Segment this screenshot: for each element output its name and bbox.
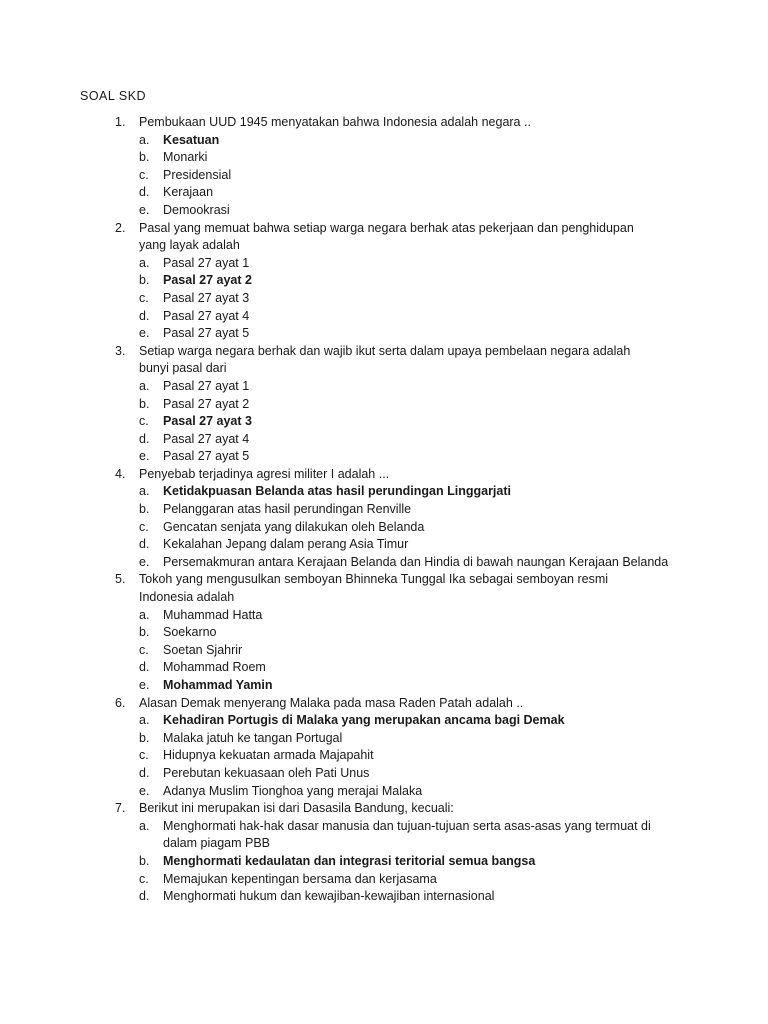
option-text: Menghormati hak-hak dasar manusia dan tujuan-tujuan serta asas-asas yang termuat di dalam piagam PBB xyxy=(163,818,651,851)
question-text: Berikut ini merupakan isi dari Dasasila Bandung, kecuali: xyxy=(139,801,454,816)
question-4 xyxy=(0,466,768,572)
option-text: Pasal 27 ayat 1 xyxy=(163,378,250,393)
answer-option xyxy=(0,624,768,642)
option-letter: b. xyxy=(139,730,150,745)
answer-option xyxy=(0,483,768,501)
option-letter: c. xyxy=(139,519,149,534)
option-text: Gencatan senjata yang dilakukan oleh Belanda xyxy=(163,519,425,534)
answer-option xyxy=(0,149,768,167)
answer-options xyxy=(0,378,768,466)
answer-option xyxy=(0,871,768,889)
answer-option xyxy=(0,378,768,396)
answer-option xyxy=(0,167,768,185)
option-text: Pasal 27 ayat 2 xyxy=(163,273,252,288)
option-text: Pasal 27 ayat 3 xyxy=(163,290,250,305)
option-letter: d. xyxy=(139,537,150,552)
option-letter: d. xyxy=(139,308,150,323)
option-letter: e. xyxy=(139,678,150,692)
document-title: SOAL SKD xyxy=(80,89,147,103)
question-text: Setiap warga negara berhak dan wajib ikut serta dalam upaya pembelaan negara adalah bunyi pasal dari xyxy=(139,343,631,376)
question-2 xyxy=(0,220,768,343)
answer-option xyxy=(0,765,768,783)
answer-option xyxy=(0,747,768,765)
option-text: Pasal 27 ayat 3 xyxy=(163,414,252,429)
option-letter: a. xyxy=(139,255,150,270)
option-text: Malaka jatuh ke tangan Portugal xyxy=(163,730,343,745)
question-list xyxy=(0,114,768,906)
answer-option xyxy=(0,607,768,625)
option-text: Pelanggaran atas hasil perundingan Renville xyxy=(163,502,412,517)
option-text: Soekarno xyxy=(163,625,217,640)
answer-options xyxy=(0,607,768,695)
question-text: Penyebab terjadinya agresi militer I adalah ... xyxy=(139,466,390,481)
option-text: Kerajaan xyxy=(163,185,214,200)
option-letter: b. xyxy=(139,150,150,165)
answer-options xyxy=(0,132,768,220)
option-letter: d. xyxy=(139,660,150,675)
answer-option xyxy=(0,536,768,554)
option-letter: b. xyxy=(139,396,150,411)
option-text: Adanya Muslim Tionghoa yang merajai Malaka xyxy=(163,783,423,798)
option-letter: b. xyxy=(139,273,150,288)
option-text: Kesatuan xyxy=(163,132,220,147)
answer-option xyxy=(0,272,768,290)
option-text: Demookrasi xyxy=(163,202,230,217)
answer-option xyxy=(0,202,768,220)
option-letter: e. xyxy=(139,554,150,569)
question-text: Alasan Demak menyerang Malaka pada masa Raden Patah adalah .. xyxy=(139,695,524,710)
option-letter: d. xyxy=(139,431,150,446)
answer-option xyxy=(0,783,768,801)
option-letter: e. xyxy=(139,783,150,798)
answer-option xyxy=(0,448,768,466)
option-letter: d. xyxy=(139,185,150,200)
option-text: Presidensial xyxy=(163,167,232,182)
answer-option xyxy=(0,818,768,853)
answer-option xyxy=(0,730,768,748)
option-text: Hidupnya kekuatan armada Majapahit xyxy=(163,748,374,763)
question-number: 1. xyxy=(115,115,126,129)
question-text: Pembukaan UUD 1945 menyatakan bahwa Indonesia adalah negara .. xyxy=(139,115,531,129)
question-7 xyxy=(0,800,768,906)
option-text: Pasal 27 ayat 5 xyxy=(163,449,250,464)
answer-option xyxy=(0,712,768,730)
option-letter: c. xyxy=(139,748,149,763)
option-letter: c. xyxy=(139,642,149,657)
option-text: Pasal 27 ayat 4 xyxy=(163,308,250,323)
question-number: 7. xyxy=(115,801,126,816)
option-letter: e. xyxy=(139,326,150,341)
option-letter: b. xyxy=(139,853,150,868)
question-number: 5. xyxy=(115,572,126,587)
answer-option xyxy=(0,290,768,308)
question-text: Pasal yang memuat bahwa setiap warga negara berhak atas pekerjaan dan penghidupan yang layak adalah xyxy=(139,220,634,253)
option-letter: e. xyxy=(139,202,150,217)
option-text: Muhammad Hatta xyxy=(163,607,263,622)
option-letter: a. xyxy=(139,818,150,833)
option-text: Pasal 27 ayat 1 xyxy=(163,255,250,270)
option-letter: a. xyxy=(139,378,150,393)
option-letter: a. xyxy=(139,607,150,622)
question-text: Tokoh yang mengusulkan semboyan Bhinneka Tunggal Ika sebagai semboyan resmi Indonesia adalah xyxy=(139,572,609,605)
option-text: Persemakmuran antara Kerajaan Belanda dan Hindia di bawah naungan Kerajaan Belanda xyxy=(163,554,669,569)
option-text: Pasal 27 ayat 2 xyxy=(163,396,250,411)
option-text: Pasal 27 ayat 4 xyxy=(163,431,250,446)
question-number: 3. xyxy=(115,343,126,358)
option-text: Mohammad Yamin xyxy=(163,678,273,692)
option-letter: b. xyxy=(139,502,150,517)
option-text: Menghormati hukum dan kewajiban-kewajiban internasional xyxy=(163,889,495,904)
answer-options xyxy=(0,483,768,571)
question-3 xyxy=(0,343,768,466)
option-letter: c. xyxy=(139,167,149,182)
answer-option xyxy=(0,431,768,449)
answer-option xyxy=(0,325,768,343)
option-letter: a. xyxy=(139,713,150,728)
option-letter: d. xyxy=(139,889,150,904)
option-letter: a. xyxy=(139,132,150,147)
answer-option xyxy=(0,853,768,871)
option-text: Ketidakpuasan Belanda atas hasil perundingan Linggarjati xyxy=(163,484,511,499)
question-number: 2. xyxy=(115,220,126,235)
answer-option xyxy=(0,184,768,202)
answer-option xyxy=(0,554,768,572)
option-text: Pasal 27 ayat 5 xyxy=(163,326,250,341)
answer-option xyxy=(0,413,768,431)
answer-option xyxy=(0,132,768,150)
answer-option xyxy=(0,659,768,677)
answer-option xyxy=(0,255,768,273)
option-text: Memajukan kepentingan bersama dan kerjasama xyxy=(163,871,437,886)
answer-option xyxy=(0,396,768,414)
option-letter: a. xyxy=(139,484,150,499)
answer-option xyxy=(0,677,768,695)
option-text: Kehadiran Portugis di Malaka yang merupakan ancama bagi Demak xyxy=(163,713,565,728)
answer-option xyxy=(0,642,768,660)
answer-options xyxy=(0,712,768,800)
question-number: 6. xyxy=(115,695,126,710)
answer-option xyxy=(0,888,768,906)
option-letter: c. xyxy=(139,871,149,886)
option-letter: c. xyxy=(139,414,149,429)
option-letter: e. xyxy=(139,449,150,464)
option-text: Kekalahan Jepang dalam perang Asia Timur xyxy=(163,537,409,552)
question-5 xyxy=(0,571,768,694)
option-letter: d. xyxy=(139,765,150,780)
option-text: Menghormati kedaulatan dan integrasi teritorial semua bangsa xyxy=(163,853,536,868)
question-number: 4. xyxy=(115,466,126,481)
answer-option xyxy=(0,519,768,537)
answer-option xyxy=(0,308,768,326)
option-letter: c. xyxy=(139,290,149,305)
option-text: Perebutan kekuasaan oleh Pati Unus xyxy=(163,765,370,780)
option-text: Soetan Sjahrir xyxy=(163,642,243,657)
option-letter: b. xyxy=(139,625,150,640)
question-1 xyxy=(0,114,768,220)
question-6 xyxy=(0,695,768,801)
answer-options xyxy=(0,818,768,906)
answer-option xyxy=(0,501,768,519)
answer-options xyxy=(0,255,768,343)
option-text: Mohammad Roem xyxy=(163,660,266,675)
option-text: Monarki xyxy=(163,150,208,165)
